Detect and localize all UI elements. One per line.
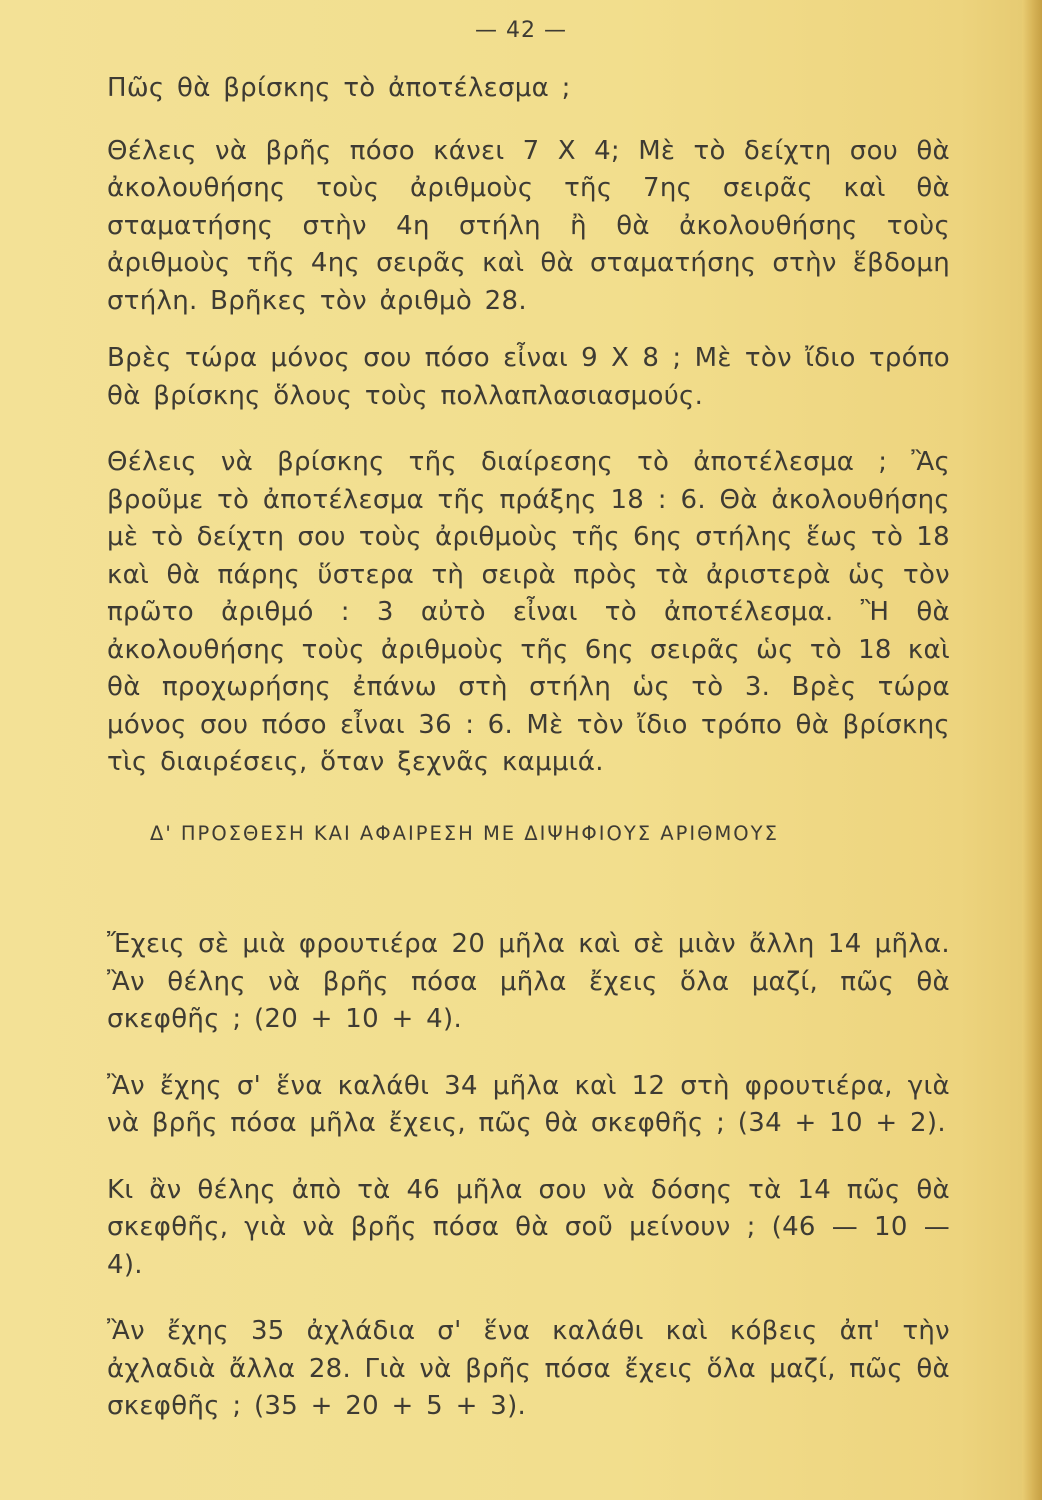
paragraph-pears: Ἂν ἔχης 35 ἀχλάδια σ' ἕνα καλάθι καὶ κόβεις ἀπ' τὴν ἀχλαδιὰ ἄλλα 28. Γιὰ νὰ βρῆς πόσα ἔχεις ὅλα μαζί, πῶς θὰ σκεφθῆς ; (35 + 20 + 5 + 3). bbox=[107, 1316, 950, 1421]
paragraph-give-apples: Κι ἂν θέλης ἀπὸ τὰ 46 μῆλα σου νὰ δόσης τὰ 14 πῶς θὰ σκεφθῆς, γιὰ νὰ βρῆς πόσα θὰ σοῦ μείνουν ; (46 — 10 — 4). bbox=[107, 1174, 950, 1280]
paragraph-try-multiplication: Βρὲς τώρα μόνος σου πόσο εἶναι 9 Χ 8 ; Μὲ τὸν ἴδιο τρόπο θὰ βρίσκης ὅλους τοὺς πολλαπλασιασμούς. bbox=[107, 343, 950, 411]
paragraph-fruit-bowl: Ἔχεις σὲ μιὰ φρουτιέρα 20 μῆλα καὶ σὲ μιὰν ἄλλη 14 μῆλα. Ἂν θέλης νὰ βρῆς πόσα μῆλα ἔχεις ὅλα μαζί, πῶς θὰ σκεφθῆς ; (20 + 10 + 4). bbox=[107, 929, 950, 1034]
lower-text-block bbox=[107, 926, 950, 1426]
section-heading: Δ' ΠΡΟΣΘΕΣΗ ΚΑΙ ΑΦΑΙΡΕΣΗ ΜΕ ΔΙΨΗΦΙΟΥΣ ΑΡΙΘΜΟΥΣ bbox=[150, 822, 779, 845]
page-edge bbox=[1022, 0, 1042, 1500]
paragraph-multiplication: Θέλεις νὰ βρῆς πόσο κάνει 7 Χ 4; Μὲ τὸ δείχτη σου θὰ ἀκολουθήσης τοὺς ἀριθμοὺς τῆς 7ης σειρᾶς καὶ θὰ σταματήσης στὴν 4η στήλη ἢ θὰ ἀκολουθήσης τοὺς ἀριθμοὺς τῆς 4ης σειρᾶς καὶ θὰ σταματήσης στὴν ἕβδομη στήλη. Βρῆκες τὸν ἀριθμὸ 28. bbox=[107, 135, 950, 316]
page-number: — 42 — bbox=[475, 18, 567, 43]
question-line: Πῶς θὰ βρίσκης τὸ ἀποτέλεσμα ; bbox=[107, 73, 571, 103]
upper-text-block bbox=[107, 70, 950, 782]
paragraph-basket-apples: Ἂν ἔχης σ' ἕνα καλάθι 34 μῆλα καὶ 12 στὴ φρουτιέρα, γιὰ νὰ βρῆς πόσα μῆλα ἔχεις, πῶς θὰ σκεφθῆς ; (34 + 10 + 2). bbox=[107, 1070, 950, 1138]
paragraph-division: Θέλεις νὰ βρίσκης τῆς διαίρεσης τὸ ἀποτέλεσμα ; Ἂς βροῦμε τὸ ἀποτέλεσμα τῆς πράξης 18 : 6. Θὰ ἀκολουθήσης μὲ τὸ δείχτη σου τοὺς ἀριθμοὺς τῆς 6ης στήλης ἕως τὸ 18 καὶ θὰ πάρης ὕστερα τὴ σειρὰ πρὸς τὰ ἀριστερὰ ὡς τὸν πρῶτο ἀριθμό : 3 αὐτὸ εἶναι τὸ ἀποτέλεσμα. Ἢ θὰ ἀκολουθήσης τοὺς ἀριθμοὺς τῆς 6ης σειρᾶς ὡς τὸ 18 καὶ θὰ προχωρήσης ἐπάνω στὴ στήλη ὡς τὸ 3. Βρὲς τώρα μόνος σου πόσο εἶναι 36 : 6. Μὲ τὸν ἴδιο τρόπο θὰ βρίσκης τὶς διαιρέσεις, ὅταν ξεχνᾶς καμμιά. bbox=[107, 447, 950, 777]
